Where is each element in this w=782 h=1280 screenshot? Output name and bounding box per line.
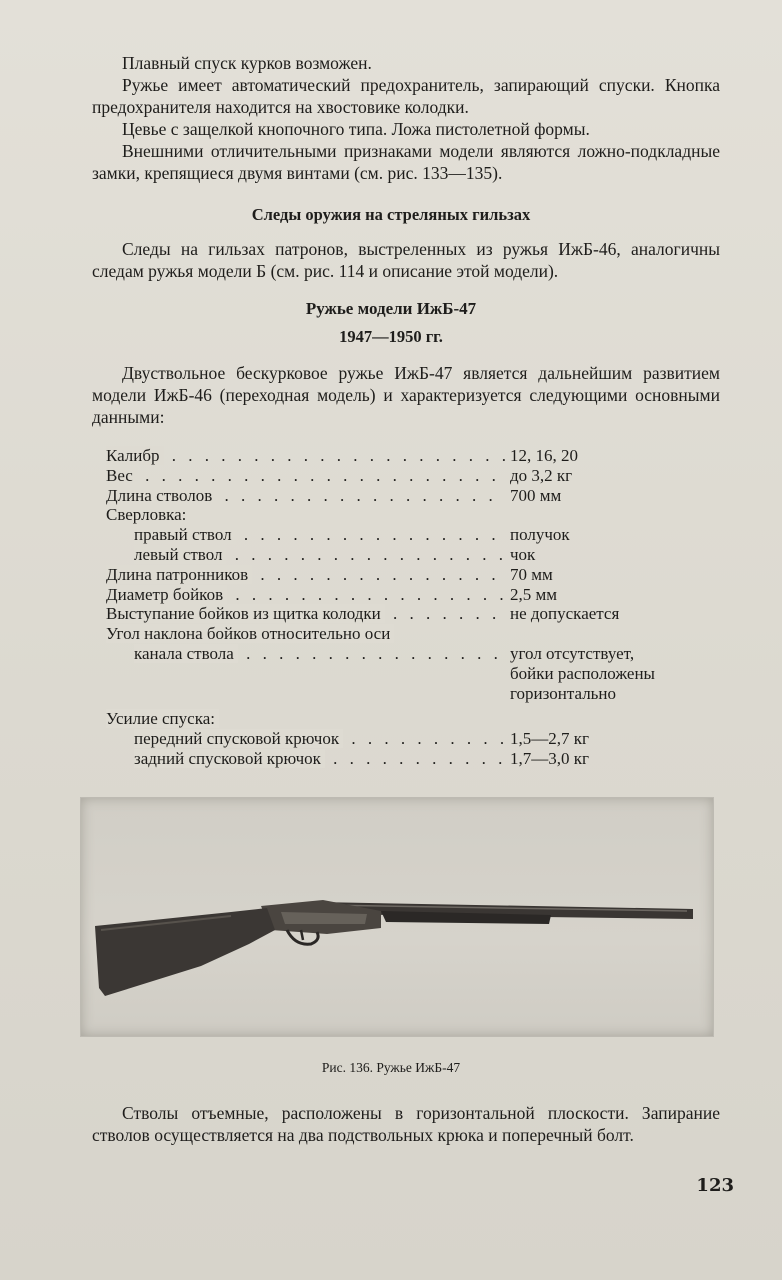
spec-label: Калибр [106, 446, 164, 465]
spec-value: 1,5—2,7 кг [510, 729, 589, 749]
spec-label: Диаметр бойков [106, 585, 227, 604]
figure-caption: Рис. 136. Ружье ИжБ-47 [321, 1060, 461, 1075]
spec-row-weight [106, 466, 726, 486]
spec-value: угол отсутствует, [510, 643, 635, 663]
spec-value: 1,7—3,0 кг [510, 748, 589, 768]
spec-row-left-barrel [106, 545, 726, 565]
spec-label: Длина патронников [106, 565, 252, 584]
shotgun-illustration [81, 798, 713, 1036]
spec-row-front-trigger [106, 729, 726, 749]
traces-paragraph: Следы на гильзах патронов, выстреленных из ружья ИжБ-46, аналогичны следам ружья модели Б (см. рис. 114 и описание этой модели). [92, 239, 720, 281]
spec-label: правый ствол [134, 525, 236, 544]
spec-value: не допускается [510, 604, 620, 624]
model-description: Двуствольное бескурковое ружье ИжБ-47 является дальнейшим развитием модели ИжБ-46 (переходная модель) и характеризуется следующими основными данными: [92, 363, 720, 427]
spec-label: Длина стволов [106, 486, 216, 505]
spec-label: задний спусковой крючок [134, 749, 325, 768]
spec-row-rear-trigger [106, 749, 726, 769]
shotgun-photo [80, 797, 714, 1037]
page-number: 123 [696, 1175, 734, 1196]
spec-row-continuation [106, 684, 726, 704]
spec-label: Усилие спуска: [106, 709, 219, 728]
spec-value: получок [510, 525, 570, 545]
intro-paragraph-4: Внешними отличительными признаками модели являются ложно-подкладные замки, крепящиеся двумя винтами (см. рис. 133—135). [92, 141, 720, 183]
engraving-shape [281, 912, 367, 924]
spec-value: 2,5 мм [510, 584, 558, 604]
spec-value: горизонтально [510, 683, 617, 703]
intro-paragraph-3: Цевье с защелкой кнопочного типа. Ложа пистолетной формы. [122, 119, 590, 139]
spec-label: передний спусковой крючок [134, 729, 343, 748]
spec-value: бойки расположены [510, 663, 655, 683]
spec-value: 700 мм [510, 485, 562, 505]
spec-label: Сверловка: [106, 505, 190, 524]
spec-value [506, 624, 726, 644]
spec-row-chamber-length [106, 565, 726, 585]
spec-row-caliber [106, 446, 726, 466]
model-years: 1947—1950 гг. [339, 327, 443, 346]
spec-row-continuation [106, 664, 726, 684]
spec-list [106, 446, 726, 769]
spec-row-choke-header [106, 505, 726, 525]
spec-value [506, 709, 726, 729]
intro-paragraph-2: Ружье имеет автоматический предохранитель, запирающий спуски. Кнопка предохранителя находится на хвостовике колодки. [92, 75, 720, 117]
spec-label: Вес [106, 466, 137, 485]
spec-row-right-barrel [106, 525, 726, 545]
spec-label: Угол наклона бойков относительно оси [106, 624, 394, 643]
spec-label: канала ствола [134, 644, 238, 663]
spec-label: левый ствол [134, 545, 226, 564]
spec-row-barrel-length [106, 486, 726, 506]
section-heading-traces: Следы оружия на стреляных гильзах [251, 205, 531, 224]
spec-value: до 3,2 кг [510, 465, 573, 485]
intro-paragraph-1: Плавный спуск курков возможен. [122, 53, 372, 73]
spec-value: чок [510, 544, 536, 564]
spec-row-pin-protrusion [106, 604, 726, 624]
spec-row-bore-axis [106, 644, 726, 664]
spec-value [506, 505, 726, 525]
spec-row-pin-diameter [106, 585, 726, 605]
spec-row-trigger-header [106, 709, 726, 729]
model-heading: Ружье модели ИжБ-47 [305, 299, 477, 318]
spec-value: 12, 16, 20 [510, 446, 578, 465]
spec-row-pin-angle-header [106, 624, 726, 644]
closing-paragraph: Стволы отъемные, расположены в горизонтальной плоскости. Запирание стволов осуществляется на два подствольных крюка и поперечный болт. [92, 1103, 720, 1145]
spec-value: 70 мм [510, 564, 553, 584]
spec-label: Выступание бойков из щитка колодки [106, 604, 385, 623]
